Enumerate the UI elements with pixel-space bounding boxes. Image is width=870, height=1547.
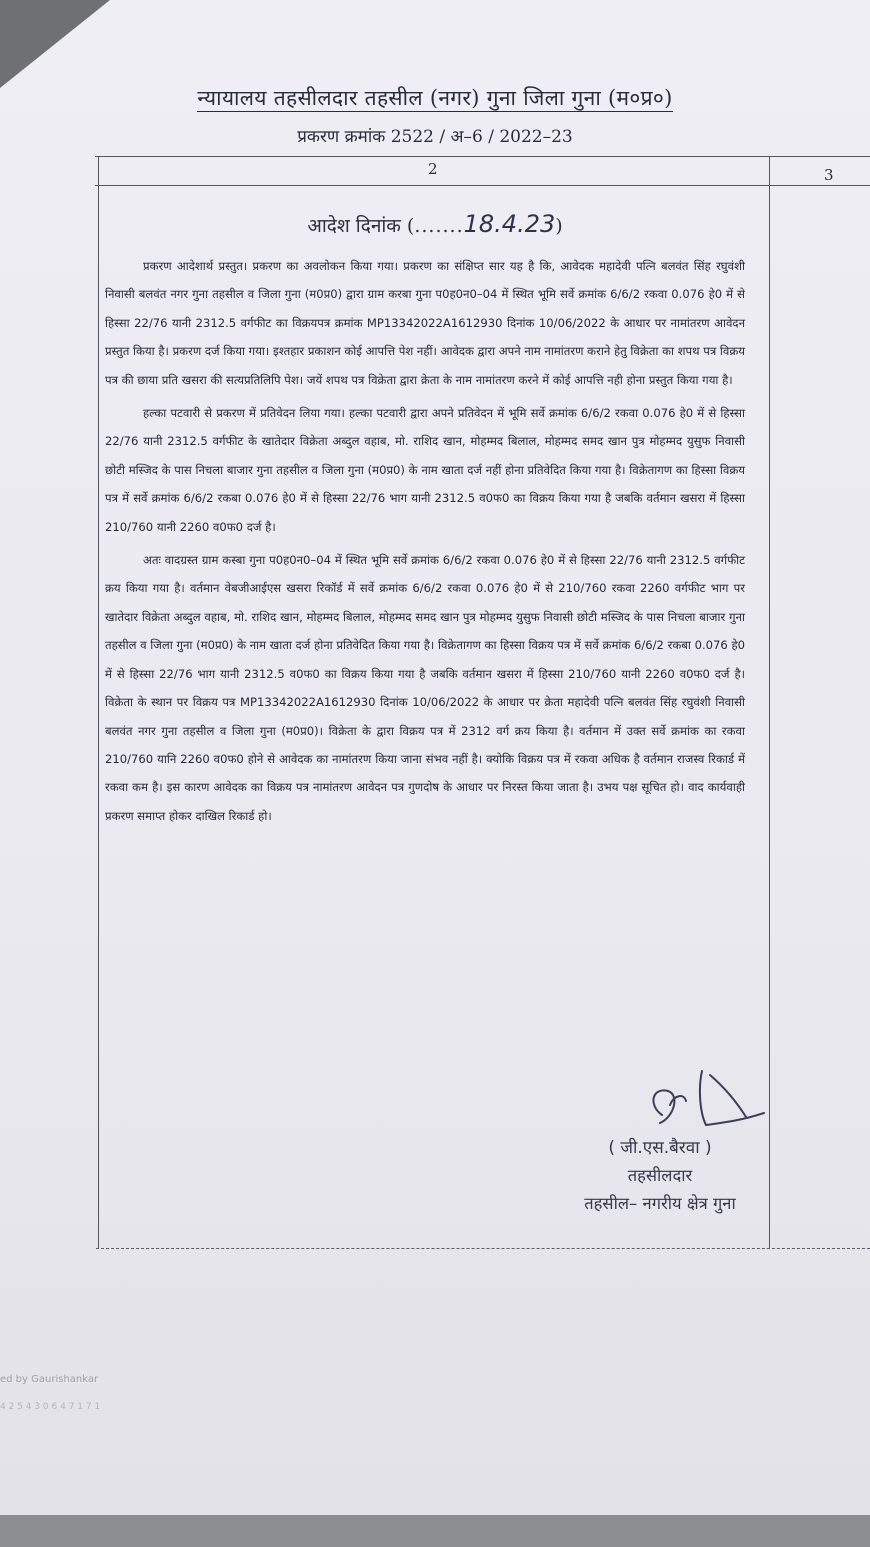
order-date-label: आदेश दिनांक ( xyxy=(307,215,415,237)
order-date-handwritten: 18.4.23 xyxy=(463,210,556,238)
table-header-rule xyxy=(95,185,870,186)
officer-office: तहसील– नगरीय क्षेत्र गुना xyxy=(584,1194,736,1213)
folded-corner xyxy=(0,0,110,88)
officer-designation: तहसीलदार xyxy=(627,1166,693,1185)
order-body xyxy=(105,252,745,835)
order-date-heading: आदेश दिनांक (.......18.4.23) xyxy=(307,210,563,238)
paragraph-3: अतः वादग्रस्त ग्राम कस्बा गुना प0ह0न0–04 में स्थित भूमि सर्वे क्रमांक 6/6/2 रकवा 0.076 हे0 में से हिस्सा 22/76 यानी 2312.5 वर्गफीट क्रय किया गया है। वर्तमान वेबजीआईएस खसरा रिकॉर्ड में सर्वे क्रमांक 6/6/2 रकवा 0.076 हे0 में से 210/760 रकवा 2260 वर्गफीट भाग पर खातेदार विक्रेता अब्दुल वहाब, मो. राशिद खान, मोहम्मद बिलाल, मोहम्मद समद खान पुत्र मोहम्मद युसुफ निवासी छोटी मस्जिद के पास निचला बाजार गुना तहसील व जिला गुना (म0प्र0) के नाम खाता दर्ज होना प्रतिवेदित किया गया है। विक्रेतागण का हिस्सा विक्रय पत्र में सर्वे क्रमांक 6/6/2 रकबा 0.076 हे0 में से हिस्सा 22/76 भाग यानी 2312.5 व0फ0 का विक्रय किया गया है जबकि वर्तमान खसरा में हिस्सा 210/760 यानी 2260 व0फ0 दर्ज है। विक्रेता के स्थान पर विक्रय पत्र MP13342022A1612930 दिनांक 10/06/2022 के आधार पर क्रेता महादेवी पत्नि बलवंत सिंह रघुवंशी निवासी बलवंत नगर गुना तहसील व जिला गुना (म0प्र0)। विक्रेता के द्वारा विक्रय पत्र में 2312 वर्ग क्रय किया है। वर्तमान में उक्त सर्वे क्रमांक का रकवा 210/760 यानि 2260 व0फ0 होने से आवेदक का नामांतरण किया जाना संभव नहीं है। क्योकि विक्रय पत्र में रकवा अधिक है वर्तमान राजस्व रिकार्ड में रकवा कम है। इस कारण आवेदक का विक्रय पत्र नामांतरण आवेदन पत्र गुणदोष के आधार पर निरस्त किया जाता है। उभय पक्ष सूचित हो। वाद कार्यवाही प्रकरण समाप्त होकर दाखिल रिकार्ड हो। xyxy=(105,553,746,823)
paragraph-2: हल्का पटवारी से प्रकरण में प्रतिवेदन लिया गया। हल्का पटवारी द्वारा अपने प्रतिवेदन में भूमि सर्वे क्रमांक 6/6/2 रकवा 0.076 हे0 में से हिस्सा 22/76 यानी 2312.5 वर्गफीट के खातेदार विक्रेता अब्दुल वहाब, मो. राशिद खान, मोहम्मद बिलाल, मोहम्मद समद खान पुत्र मोहम्मद युसुफ निवासी छोटी मस्जिद के पास निचला बाजार गुना तहसील व जिला गुना (म0प्र0) के नाम खाता दर्ज नहीं होना प्रतिवेदित किया गया है। विक्रेतागण का हिस्सा विक्रय पत्र में सर्वे क्रमांक 6/6/2 रकबा 0.076 हे0 में से हिस्सा 22/76 भाग यानी 2312.5 व0फ0 का विक्रय किया गया है जबकि वर्तमान खसरा में हिस्सा 210/760 यानी 2260 व0फ0 दर्ज है। xyxy=(105,406,745,534)
column-number-3: 3 xyxy=(824,166,834,184)
scan-watermark: ed by Gaurishankar xyxy=(0,1374,99,1385)
court-title: न्यायालय तहसीलदार तहसील (नगर) गुना जिला गुना (म०प्र०) xyxy=(197,86,673,110)
handwritten-signature xyxy=(640,1065,770,1135)
table-top-rule xyxy=(95,156,870,157)
table-bottom-rule xyxy=(96,1248,870,1249)
signature-block xyxy=(540,1134,780,1218)
paragraph-1: प्रकरण आदेशार्थ प्रस्तुत। प्रकरण का अवलोकन किया गया। प्रकरण का संक्षिप्त सार यह है कि, आवेदक महादेवी पत्नि बलवंत सिंह रघुवंशी निवासी बलवंत नगर गुना तहसील व जिला गुना (म0प्र0) द्वारा ग्राम करबा गुना प0ह0न0–04 में स्थित भूमि सर्वे क्रमांक 6/6/2 रकवा 0.076 हे0 में से हिस्सा 22/76 यानी 2312.5 वर्गफीट का विक्रयपत्र क्रमांक MP13342022A1612930 दिनांक 10/06/2022 के आधार पर नामांतरण आवेदन प्रस्तुत किया है। प्रकरण दर्ज किया गया। इश्तहार प्रकाशन कोई आपत्ति पेश नहीं। आवेदक द्वारा अपने नाम नामांतरण कराने हेतु विक्रेता का शपथ पत्र विक्रय पत्र की छाया प्रति खसरा की सत्यप्रतिलिपि पेश। जयें शपथ पत्र विक्रेता द्वारा क्रेता के नाम नामांतरण करने में कोई आपत्ति नही होना प्रस्तुत किया गया है। xyxy=(105,259,745,387)
scan-watermark-code: 4 2 5 4 3 0 6 4 7 1 7 1 xyxy=(0,1402,101,1412)
table-left-rule xyxy=(98,156,99,1248)
column-number-2: 2 xyxy=(428,160,438,178)
case-number: प्रकरण क्रमांक 2522 / अ–6 / 2022–23 xyxy=(297,127,573,147)
order-date-close: ) xyxy=(555,215,563,237)
officer-name: ( जी.एस.बैरवा ) xyxy=(608,1138,712,1158)
